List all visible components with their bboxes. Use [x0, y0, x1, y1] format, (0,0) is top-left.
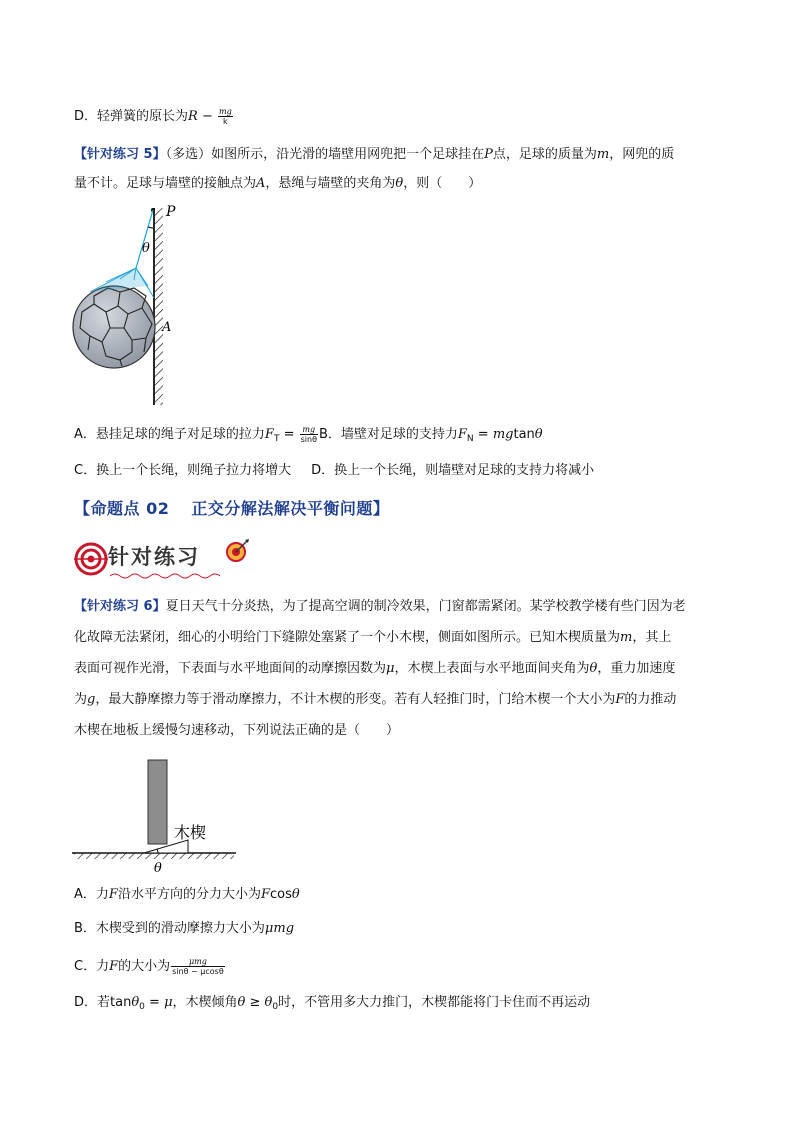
q6-line-1: 【针对练习 6】夏日天气十分炎热，为了提高空调的制冷效果，门窗都需紧闭。某学校教学楼有些门因为老	[74, 599, 686, 614]
ground-hatch	[74, 853, 234, 859]
target-icon	[74, 542, 108, 576]
q6-line-5: 木楔在地板上缓慢匀速移动，下列说法正确的是（ ）	[74, 723, 400, 738]
fraction: $\frac{mg}{k}$	[218, 107, 232, 126]
q5-stem	[74, 140, 734, 198]
fraction: $\frac{\text{μmg}}{\sin\theta - \mu\cos\theta}$	[172, 957, 224, 976]
angle-arc	[148, 227, 153, 228]
rope	[136, 210, 153, 268]
badge-label: 针对练习	[108, 545, 200, 569]
q6-line-4: 为g，最大静摩擦力等于滑动摩擦力，不计木楔的形变。若有人轻推门时，门给木楔一个大小为F的力推动	[74, 692, 677, 707]
q6-wedge-figure	[70, 756, 240, 876]
q5-option-a: A．悬挂足球的绳子对足球的拉力$F_T$ = $\frac{mg}{\sin\theta}$	[74, 425, 317, 444]
q6-option-d: D．若tanθ$_0$ = μ，木楔倾角$\theta \ge \theta_0$时，不管用多大力推门，木楔都能将门卡住而不再运动	[74, 995, 591, 1012]
label-A: A	[162, 320, 172, 335]
q6-stem	[74, 592, 734, 745]
practice-badge	[74, 538, 254, 584]
prev-option-d: D．轻弹簧的原长为R − $\frac{mg}{k}$	[74, 107, 232, 126]
q6-line-2: 化故障无法紧闭，细心的小明给门下缝隙处塞紧了一个小木楔，侧面如图所示。已知木楔质量为m，其上	[74, 630, 672, 645]
label-theta: θ	[142, 241, 150, 256]
q5-line-1: 【针对练习 5】（多选）如图所示，沿光滑的墙壁用网兜把一个足球挂在P点，足球的质量为m，网兜的质	[74, 147, 675, 162]
q6-option-c: C．力F的大小为 $\frac{\text{μmg}}{\sin\theta - \mu\cos\theta}$	[74, 957, 224, 976]
dart-icon	[224, 538, 250, 564]
door	[148, 760, 167, 844]
q6-option-b: B．木楔受到的滑动摩擦力大小为μmg	[74, 921, 295, 936]
q5-option-d: D．换上一个长绳，则墙壁对足球的支持力将减小	[311, 463, 595, 478]
fraction: $\frac{mg}{\sin\theta}$	[300, 425, 317, 444]
label-wedge: 木楔	[174, 823, 207, 842]
football	[73, 268, 155, 368]
squiggle-underline	[110, 572, 220, 580]
q5-options-row-2	[74, 456, 734, 485]
q5-options-row-1	[74, 420, 734, 454]
q5-line-2: 量不计。足球与墙壁的接触点为A，悬绳与墙壁的夹角为θ，则（ ）	[74, 176, 482, 191]
q6-line-3: 表面可视作光滑，下表面与水平地面间的动摩擦因数为μ，木楔上表面与水平地面间夹角为θ，重力加速度	[74, 661, 676, 676]
label-P: P	[166, 204, 176, 220]
label-theta: θ	[154, 861, 162, 876]
wall-hatch	[154, 208, 163, 405]
q6-option-a: A．力F沿水平方向的分力大小为Fcosθ	[74, 887, 300, 902]
q5-option-b: B．墙壁对足球的支持力$F_N = mgtan\theta$	[318, 427, 543, 444]
section-heading: 【命题点 02 正交分解法解决平衡问题】	[74, 499, 390, 518]
q5-option-c: C．换上一个长绳，则绳子拉力将增大	[74, 463, 292, 478]
q5-football-figure	[68, 200, 188, 410]
